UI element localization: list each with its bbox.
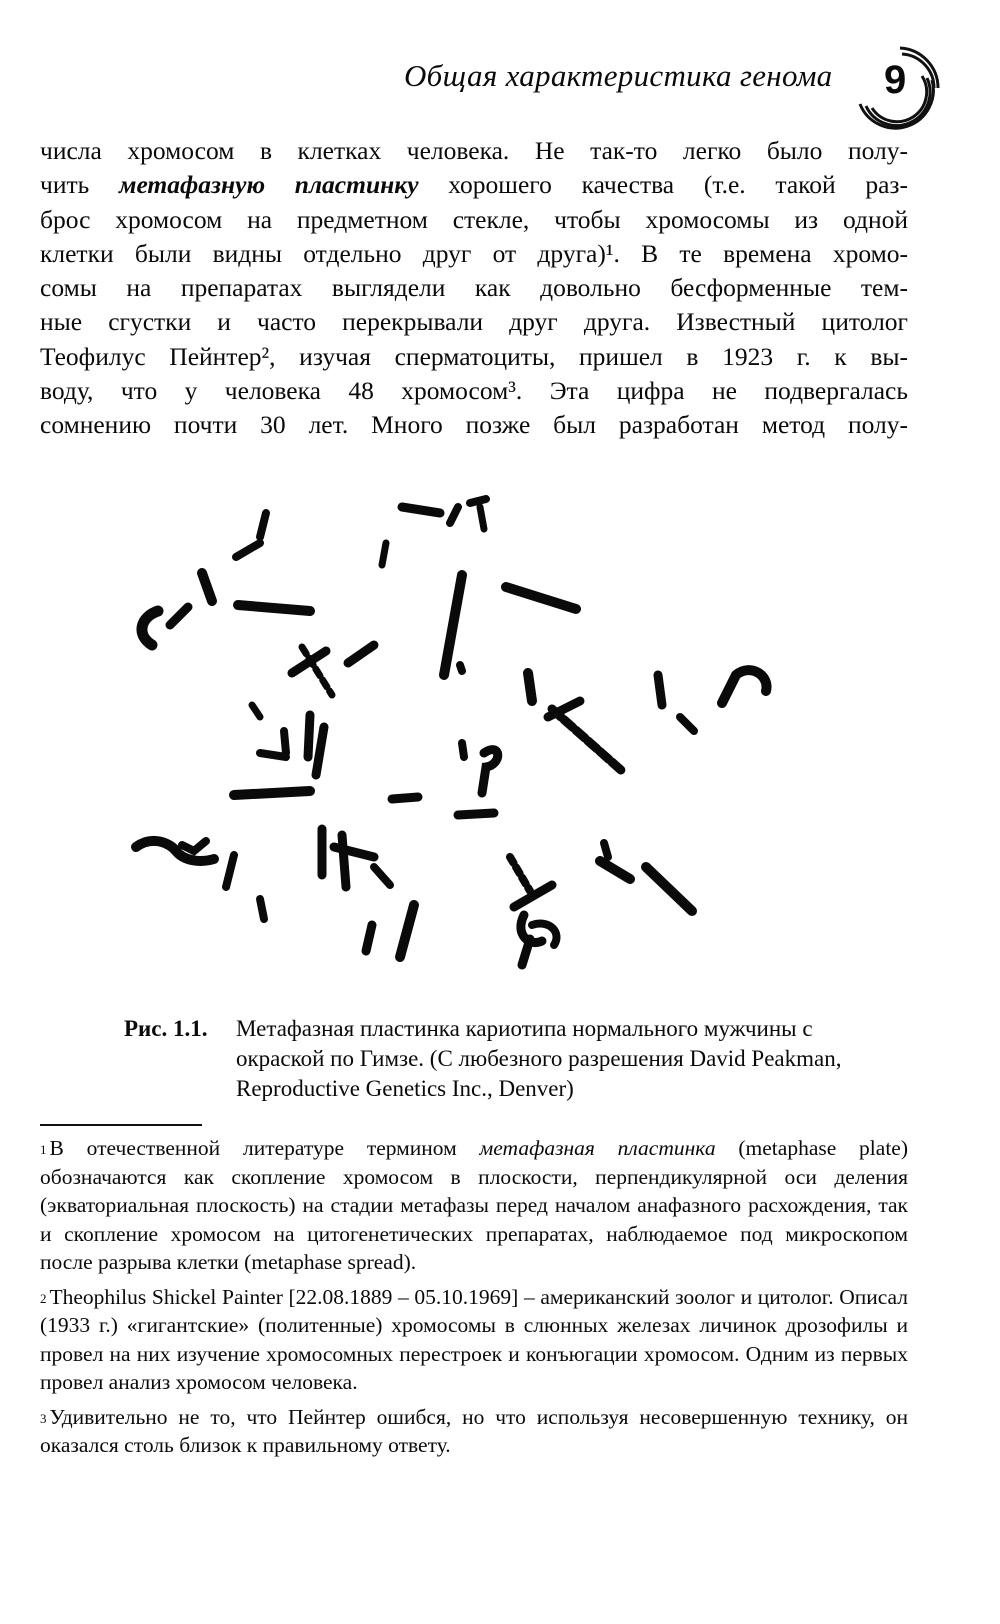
footnote-text: Удивительно не то, что Пейнтер ошибся, но что используя несовершенную технику, он оказался столь близок к правильному ответу. — [40, 1404, 908, 1457]
text-line: чить метафазную пластинку хорошего качества (т.е. такой раз- — [40, 170, 908, 200]
footnote-mark: 1 — [40, 1142, 47, 1157]
caption-label: Рис. 1.1. — [124, 1016, 208, 1041]
body-paragraph — [40, 134, 908, 443]
text-line: Теофилус Пейнтер², изучая сперматоциты, пришел в 1923 г. к вы- — [40, 341, 908, 371]
term-highlight: метафазную пластинку — [118, 170, 419, 200]
text-line: клетки были видны отдельно друг от друга)¹. В те времена хромо- — [40, 238, 908, 268]
page-header — [0, 42, 1000, 122]
footnote-2 — [40, 1283, 908, 1397]
text-line: воду, что у человека 48 хромосом³. Эта цифра не подвергалась — [40, 376, 908, 406]
caption-text: Метафазная пластинка кариотипа нормального мужчины с окраской по Гимзе. (С любезного разрешения David Peakman, Reproductive Genetics Inc., Denver) — [236, 1016, 842, 1101]
footnote-divider — [40, 1124, 202, 1126]
chromosome-spread-image — [110, 495, 810, 1015]
page-number: 9 — [884, 58, 907, 102]
text-line: ные сгустки и часто перекрывали друг друга. Известный цитолог — [40, 307, 908, 337]
footnote-term: метафазная пластинка — [479, 1136, 716, 1160]
text-line: сомы на препаратах выглядели как довольно бесформенные тем- — [40, 273, 908, 303]
figure-caption — [124, 1014, 884, 1104]
footnotes — [40, 1134, 908, 1466]
text-line: сомнению почти 30 лет. Много позже был разработан метод полу- — [40, 410, 908, 440]
text-line: брос хромосом на предметном стекле, чтобы хромосомы из одной — [40, 204, 908, 234]
footnote-mark: 2 — [40, 1290, 47, 1306]
running-title: Общая характеристика генома — [404, 58, 833, 93]
footnote-text: Theophilus Shickel Painter [22.08.1889 – 05.10.1969] – американский зоолог и цитолог. Описал (1933 г.) «гигантские» (политенные) хромосомы в слюнных железах личинок дрозофилы и провел на них изучение хромосомных перестроек и конъюгации хромосом. Одним из первых провел анализ хромосом человека. — [40, 1284, 908, 1394]
footnote-3 — [40, 1403, 908, 1460]
footnote-mark: 3 — [40, 1410, 47, 1426]
metaphase-spread-figure — [110, 495, 810, 1015]
text-line: числа хромосом в клетках человека. Не так-то легко было полу- — [40, 136, 908, 165]
footnote-1: $^1$ В отечественной литературе термином метафазная пластинка (metaphase plate) обозначаются как скопление хромосом в плоскости, перпендикулярной оси деления (экваториальная плоскость) на стадии метафазы перед началом анафазного расхождения, так и скопление хромосом на цитогенетических препаратах, наблюдаемое под микроскопом после разрыва клетки (metaphase spread). — [40, 1136, 909, 1274]
